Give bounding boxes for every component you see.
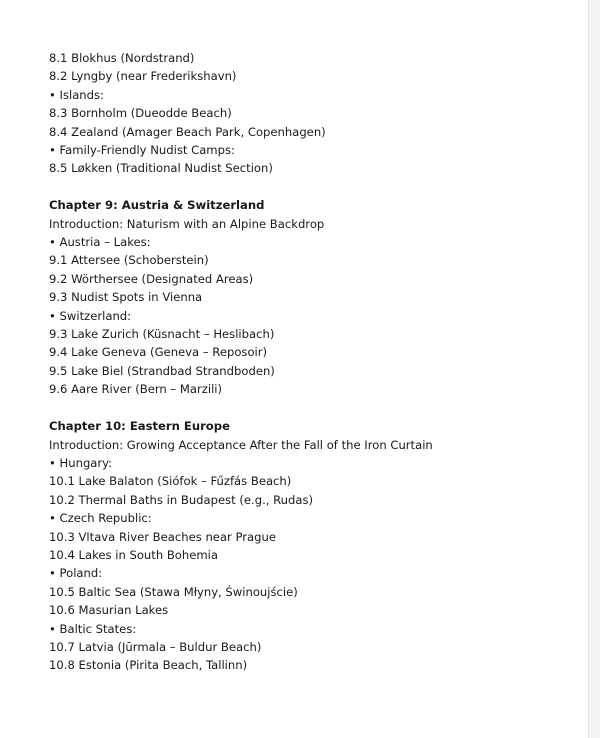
list-item: 10.5 Baltic Sea (Stawa Młyny, Świnoujście) bbox=[49, 584, 298, 599]
section-gap bbox=[49, 399, 569, 417]
list-item: • Czech Republic: bbox=[49, 511, 152, 526]
list-item: 8.5 Løkken (Traditional Nudist Section) bbox=[49, 161, 273, 176]
chapter-heading: Chapter 10: Eastern Europe bbox=[49, 419, 230, 434]
chapter-heading: Chapter 9: Austria & Switzerland bbox=[49, 198, 265, 213]
list-item: 9.6 Aare River (Bern – Marzili) bbox=[49, 382, 223, 397]
chapter-9 bbox=[49, 196, 569, 398]
list-item: 10.2 Thermal Baths in Budapest (e.g., Rudas) bbox=[49, 492, 314, 507]
list-item: 8.3 Bornholm (Dueodde Beach) bbox=[49, 106, 232, 121]
list-item: • Switzerland: bbox=[49, 308, 132, 323]
chapter-10 bbox=[49, 417, 569, 675]
list-item: Introduction: Naturism with an Alpine Backdrop bbox=[49, 216, 325, 231]
list-item: • Poland: bbox=[49, 566, 103, 581]
list-item: 10.8 Estonia (Pirita Beach, Tallinn) bbox=[49, 658, 248, 673]
list-item: • Family-Friendly Nudist Camps: bbox=[49, 143, 235, 158]
list-item: 9.1 Attersee (Schoberstein) bbox=[49, 253, 209, 268]
list-item: 10.6 Masurian Lakes bbox=[49, 603, 169, 618]
list-item: 9.5 Lake Biel (Strandbad Strandboden) bbox=[49, 363, 275, 378]
list-item: • Hungary: bbox=[49, 455, 113, 470]
document-content bbox=[49, 49, 569, 675]
list-item: 9.4 Lake Geneva (Geneva – Reposoir) bbox=[49, 345, 268, 360]
list-item: 9.3 Lake Zurich (Küsnacht – Heslibach) bbox=[49, 327, 275, 342]
list-item: Introduction: Growing Acceptance After the Fall of the Iron Curtain bbox=[49, 437, 433, 452]
list-item: 10.3 Vltava River Beaches near Prague bbox=[49, 529, 276, 544]
list-item: 10.4 Lakes in South Bohemia bbox=[49, 547, 219, 562]
list-item: 8.1 Blokhus (Nordstrand) bbox=[49, 51, 195, 65]
list-item: 10.1 Lake Balaton (Siófok – Fűzfás Beach) bbox=[49, 474, 292, 489]
scrollbar[interactable] bbox=[588, 0, 600, 738]
list-item: • Baltic States: bbox=[49, 621, 137, 636]
section-8-list bbox=[49, 49, 569, 178]
list-item: 9.3 Nudist Spots in Vienna bbox=[49, 290, 203, 305]
list-item: • Islands: bbox=[49, 87, 104, 102]
section-gap bbox=[49, 178, 569, 196]
list-item: 8.4 Zealand (Amager Beach Park, Copenhagen) bbox=[49, 124, 326, 139]
list-item: 8.2 Lyngby (near Frederikshavn) bbox=[49, 69, 237, 84]
list-item: • Austria – Lakes: bbox=[49, 235, 151, 250]
list-item: 10.7 Latvia (Jūrmala – Buldur Beach) bbox=[49, 639, 262, 654]
list-item: 9.2 Wörthersee (Designated Areas) bbox=[49, 271, 254, 286]
